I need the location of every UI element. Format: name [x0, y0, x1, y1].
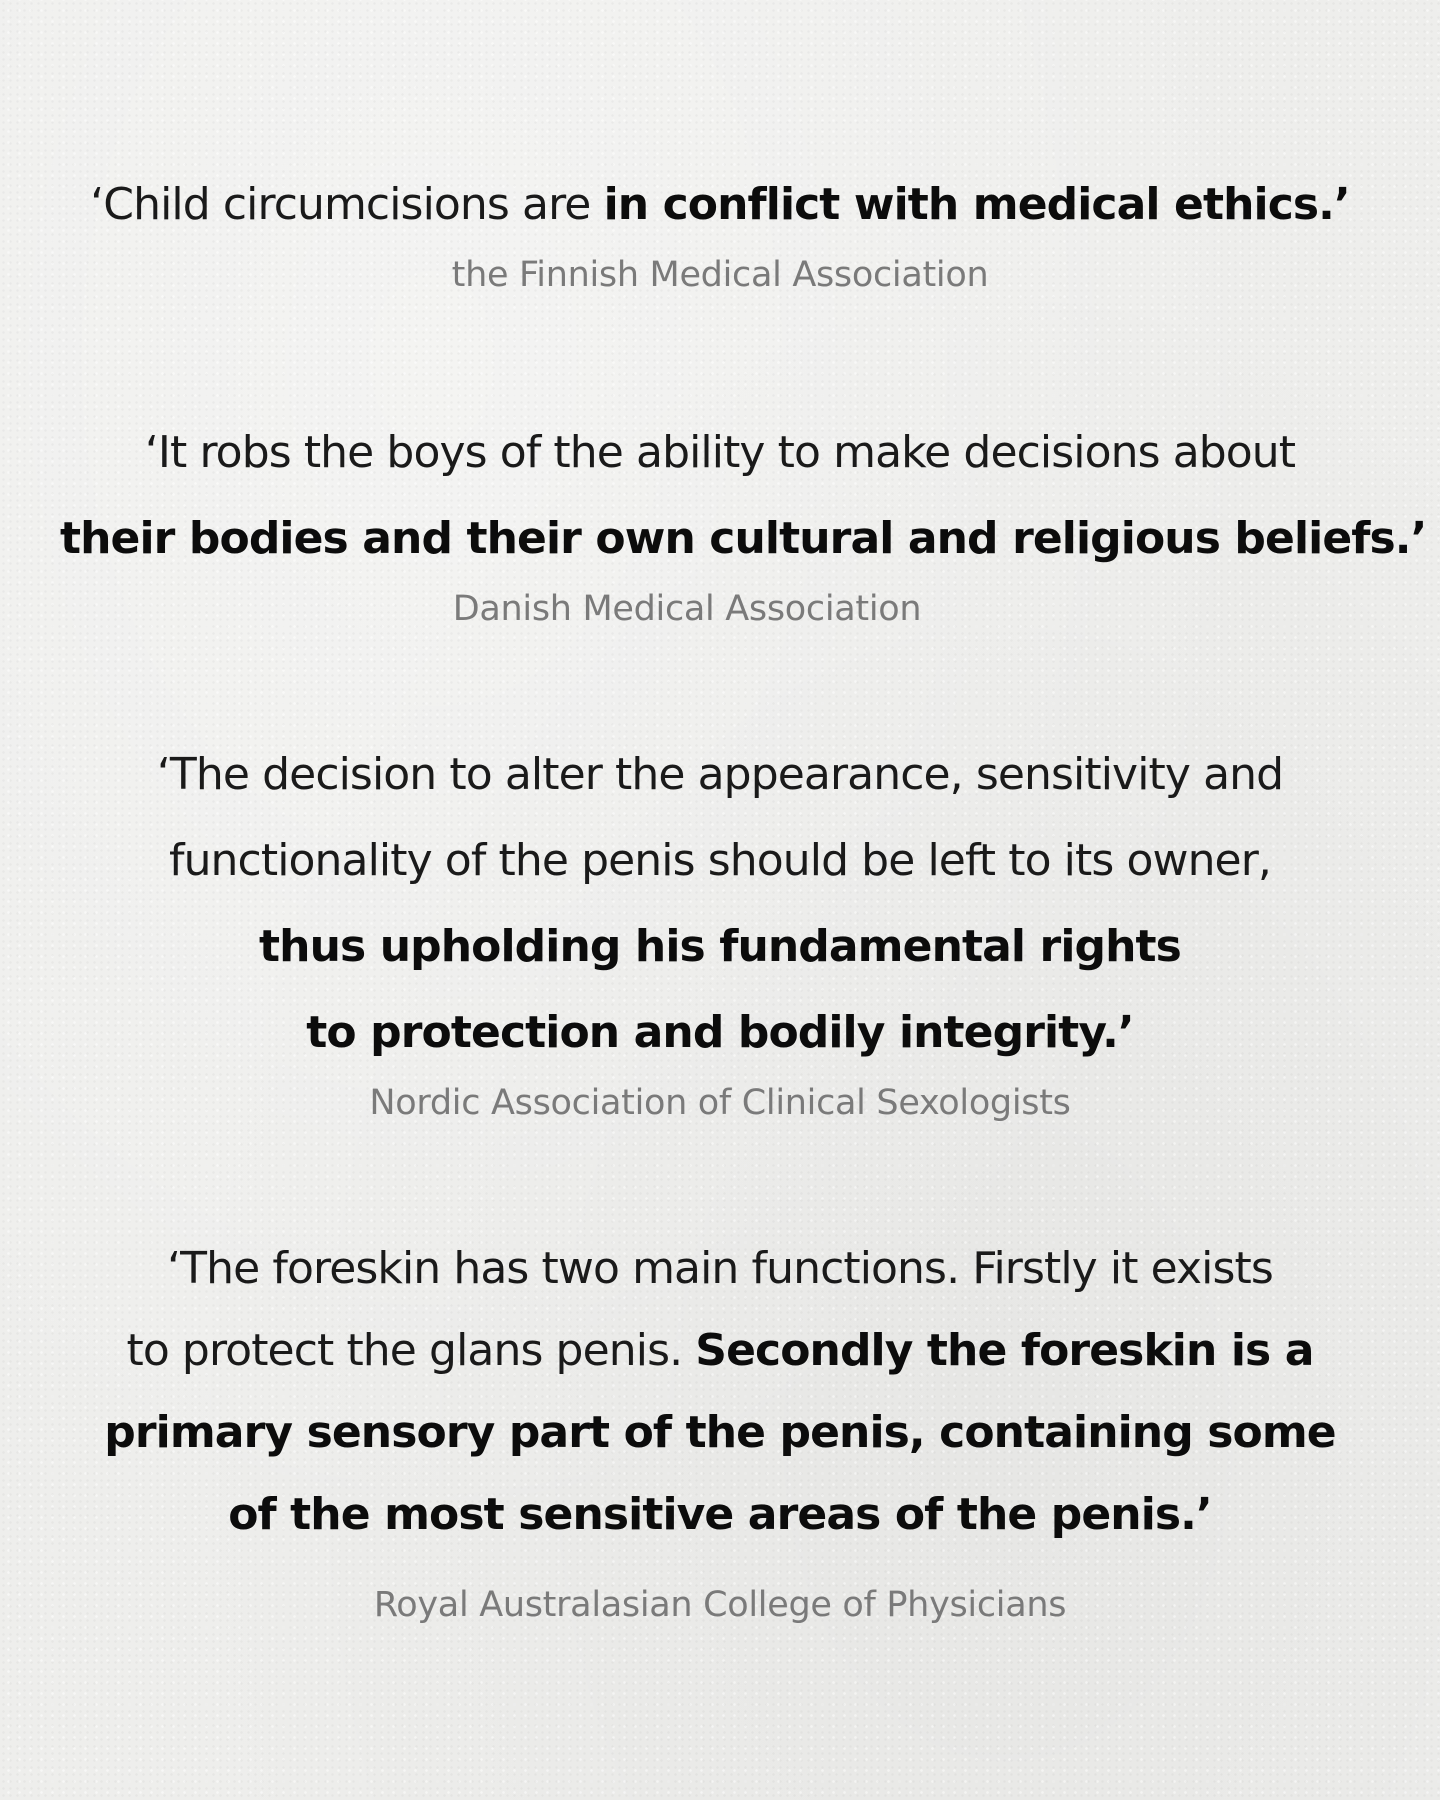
quote-line	[60, 1228, 1380, 1310]
quote-block-nordic	[60, 732, 1380, 1128]
quote-bold-text: in conflict with medical ethics.’	[603, 179, 1350, 230]
quote-bold-text: their bodies and their own cultural and religious beliefs.’	[60, 513, 1427, 564]
quote-line	[60, 904, 1380, 990]
quote-attribution: the Finnish Medical Association	[451, 255, 989, 295]
quote-line	[60, 818, 1380, 904]
quote-line	[60, 990, 1380, 1076]
quote-line	[60, 1310, 1380, 1392]
quote-bold-text: primary sensory part of the penis, containing some	[104, 1407, 1336, 1458]
quote-block-danish	[60, 410, 1427, 634]
quote-normal-text: ‘Child circumcisions are	[90, 179, 604, 230]
quote-line	[60, 1474, 1380, 1556]
quote-normal-text: to protect the glans penis.	[126, 1325, 696, 1376]
quote-line	[60, 496, 1427, 582]
quote-text	[60, 172, 1380, 238]
quote-bold-text: Secondly the foreskin is a	[695, 1325, 1314, 1376]
quote-normal-text: ‘The foreskin has two main functions. Firstly it exists	[167, 1243, 1273, 1294]
quote-normal-text: functionality of the penis should be left to its owner,	[168, 835, 1272, 886]
quote-line	[60, 172, 1380, 238]
quote-line	[60, 1392, 1380, 1474]
quote-text	[60, 410, 1427, 582]
quote-block-racp	[60, 1228, 1380, 1630]
quote-block-finnish	[60, 172, 1380, 300]
quote-bold-text: thus upholding his fundamental rights	[259, 921, 1181, 972]
quote-normal-text: ‘The decision to alter the appearance, sensitivity and	[156, 749, 1284, 800]
quote-line	[60, 410, 1380, 496]
quote-attribution: Royal Australasian College of Physicians	[373, 1585, 1067, 1625]
quote-bold-text: to protection and bodily integrity.’	[306, 1007, 1134, 1058]
quote-attribution: Nordic Association of Clinical Sexologists	[369, 1083, 1071, 1123]
quote-text	[60, 1228, 1380, 1556]
quote-bold-text: of the most sensitive areas of the penis.’	[228, 1489, 1212, 1540]
quote-attribution: Danish Medical Association	[452, 589, 922, 629]
quote-text	[60, 732, 1380, 1076]
quote-normal-text: ‘It robs the boys of the ability to make decisions about	[144, 427, 1296, 478]
quote-line	[60, 732, 1380, 818]
